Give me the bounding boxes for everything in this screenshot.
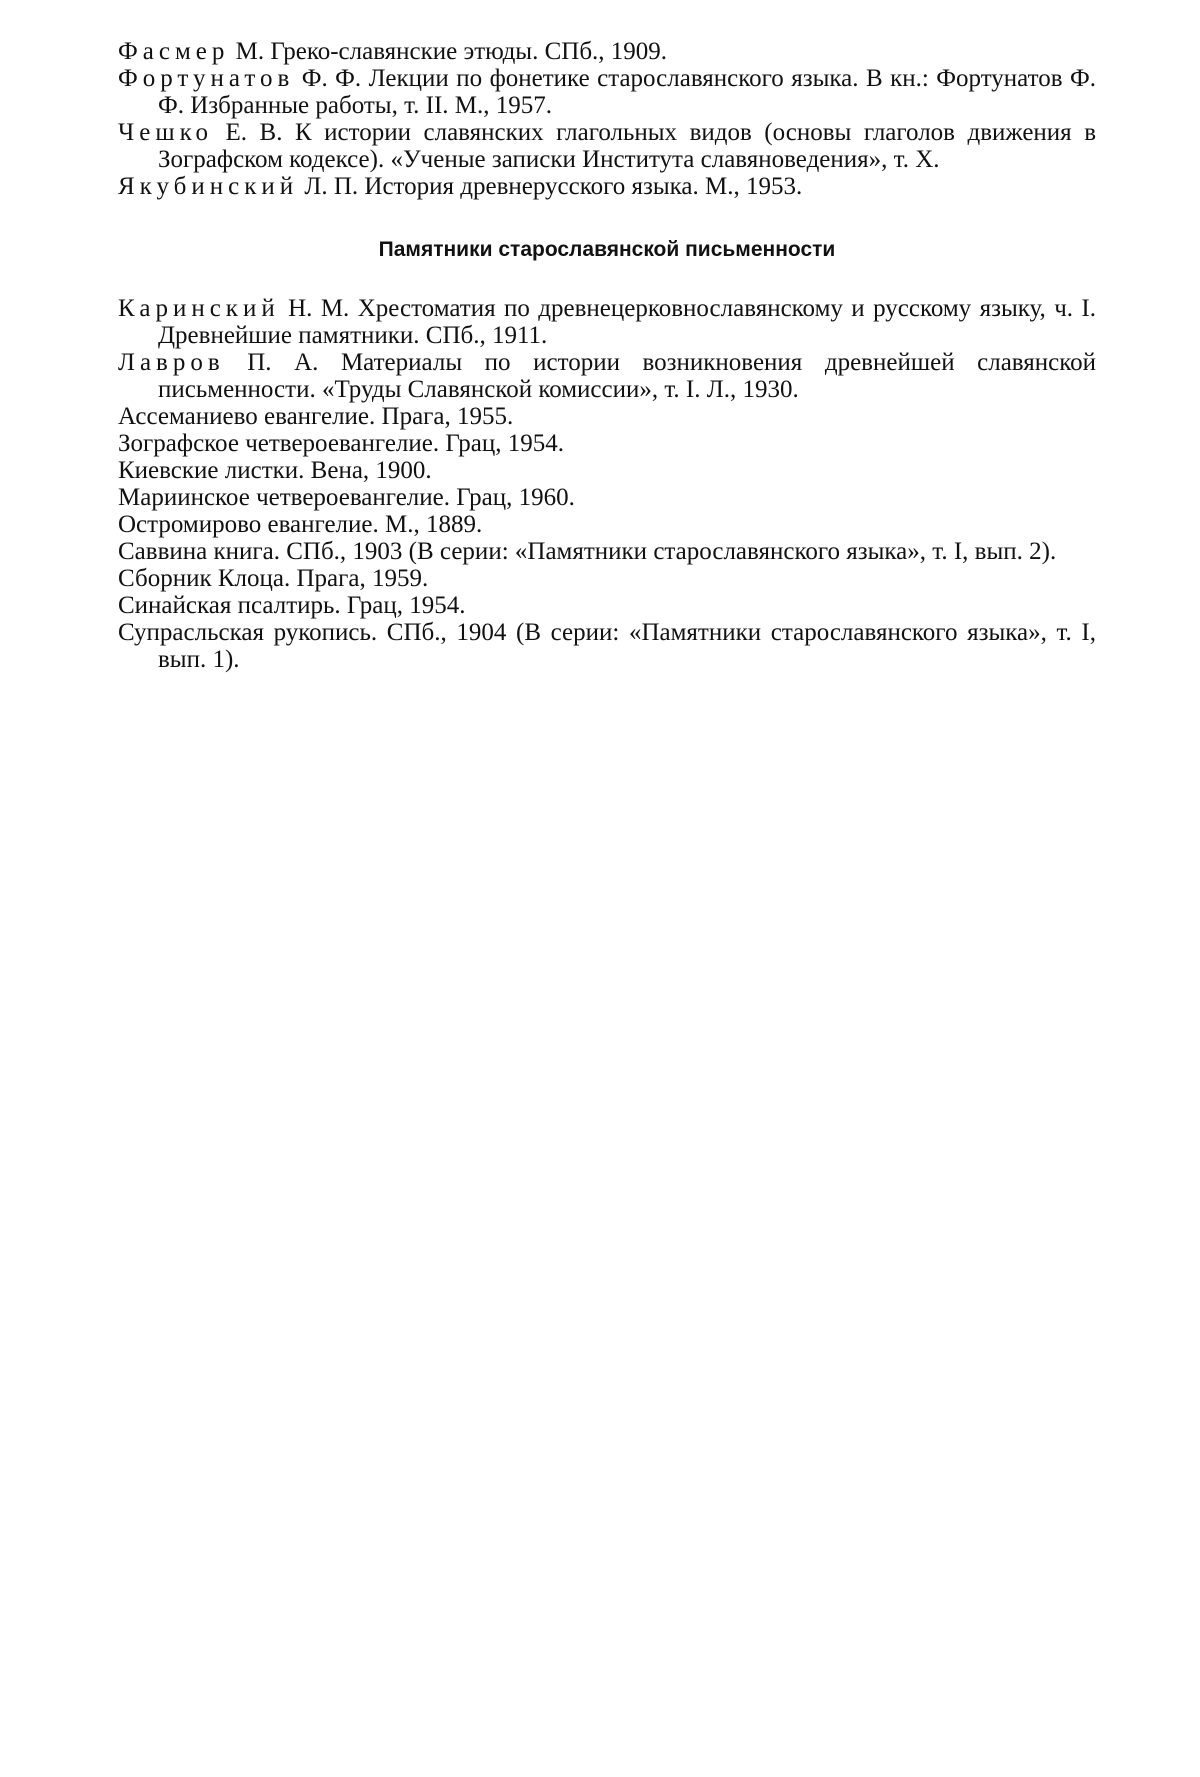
reference-entry [118, 65, 1096, 119]
reference-text: Синайская псалтирь. Грац, 1954. [118, 592, 466, 619]
reference-text: Н. М. Хрестоматия по древнецерковнославянскому и русскому языку, ч. I. Древнейшие памятники. СПб., 1911. [158, 295, 1096, 349]
reference-entry [118, 38, 1096, 65]
reference-author: Фасмер [118, 38, 230, 65]
reference-entry [118, 592, 1096, 619]
reference-text: Ф. Ф. Лекции по фонетике старославянского языка. В кн.: Фортунатов Ф. Ф. Избранные работы, т. II. М., 1957. [158, 65, 1096, 119]
reference-entry [118, 295, 1096, 349]
reference-entry [118, 538, 1096, 565]
reference-author: Чешко [118, 119, 213, 146]
reference-entry [118, 403, 1096, 430]
reference-text: Саввина книга. СПб., 1903 (В серии: «Памятники старославянского языка», т. I, вып. 2). [118, 538, 1057, 565]
reference-text: Л. П. История древнерусского языка. М., 1953. [298, 173, 803, 200]
reference-entry [118, 484, 1096, 511]
reference-entry [118, 511, 1096, 538]
reference-text: П. А. Материалы по истории возникновения древнейшей славянской письменности. «Труды Славянской комиссии», т. I. Л., 1930. [158, 349, 1096, 403]
reference-entry [118, 619, 1096, 673]
reference-text: Зографское четвероевангелие. Грац, 1954. [118, 430, 564, 457]
reference-text: Остромирово евангелие. М., 1889. [118, 511, 483, 538]
reference-text: Ассеманиево евангелие. Прага, 1955. [118, 403, 514, 430]
reference-text: Сборник Клоца. Прага, 1959. [118, 565, 429, 592]
reference-entry [118, 119, 1096, 173]
section-title: Памятники старославянской письменности [378, 238, 836, 261]
reference-text: Мариинское четвероевангелие. Грац, 1960. [118, 484, 575, 511]
bibliography-page [118, 38, 1096, 673]
reference-entry [118, 173, 1096, 200]
reference-text: Е. В. К истории славянских глагольных видов (основы глаголов движения в Зографском кодексе). «Ученые записки Института славяноведения», т. X. [158, 119, 1096, 173]
reference-text: Супрасльская рукопись. СПб., 1904 (В серии: «Памятники старославянского языка», т. I, вып. 1). [118, 619, 1096, 673]
reference-entry [118, 349, 1096, 403]
reference-list-monuments [118, 295, 1096, 673]
reference-text: Киевские листки. Вена, 1900. [118, 457, 432, 484]
reference-author: Каринский [118, 295, 280, 322]
reference-entry [118, 430, 1096, 457]
reference-author: Якубинский [118, 173, 299, 200]
reference-text: М. Греко-славянские этюды. СПб., 1909. [229, 38, 668, 65]
reference-list-top [118, 38, 1096, 200]
reference-author: Лавров [118, 349, 225, 376]
reference-entry [118, 457, 1096, 484]
reference-entry [118, 565, 1096, 592]
reference-author: Фортунатов [118, 65, 295, 92]
